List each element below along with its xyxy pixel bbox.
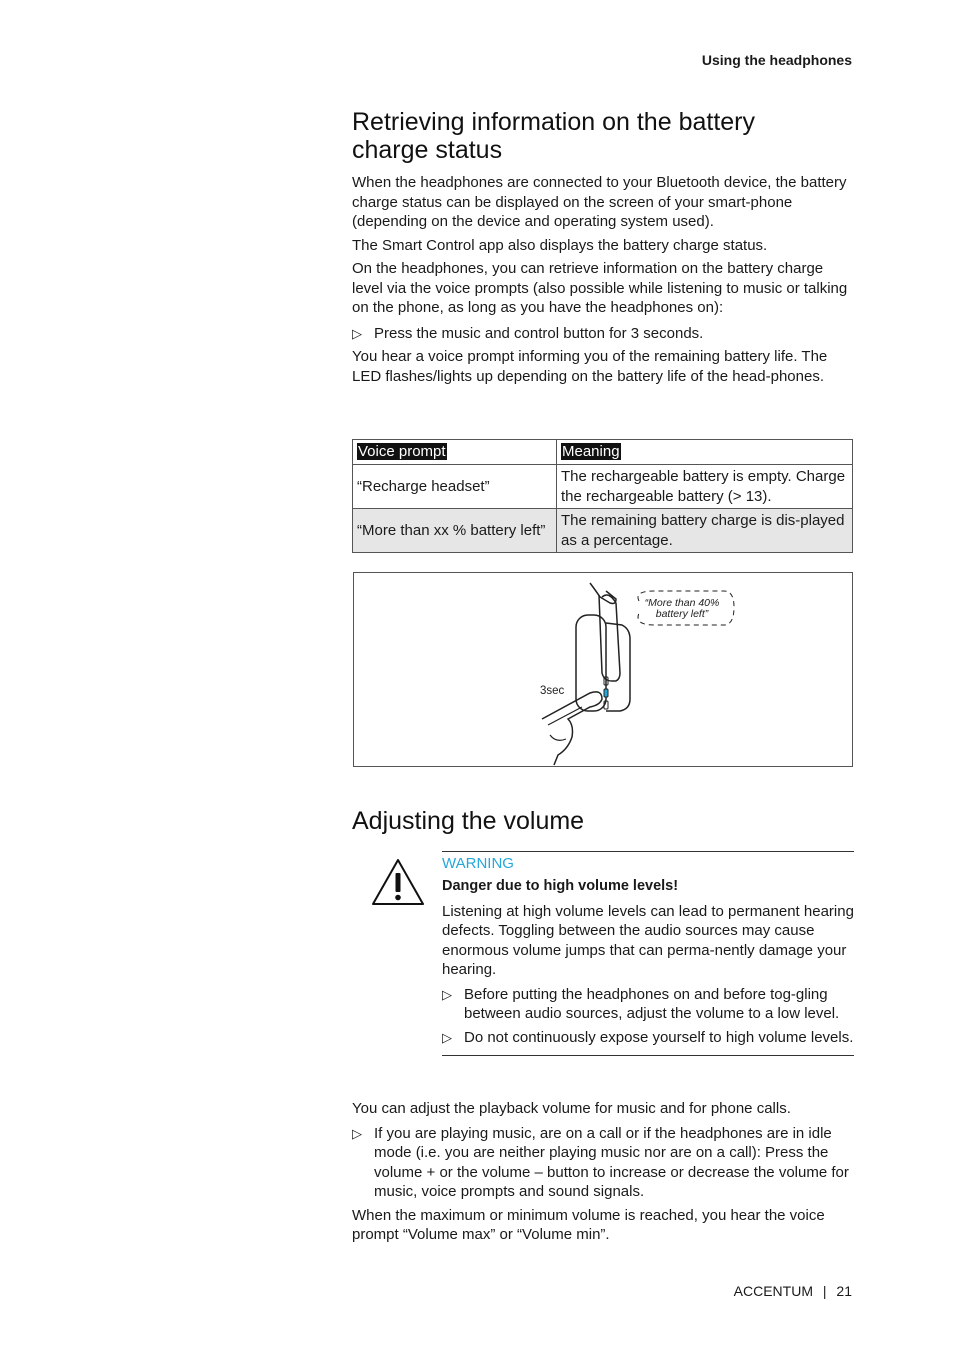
step-arrow-icon: ▷ [352,1125,362,1141]
headphone-illustration [353,572,853,767]
voice-prompt-table [352,439,853,553]
battery-section [352,108,854,386]
battery-paragraph-2: The Smart Control app also displays the battery charge status. [352,236,768,254]
battery-paragraph-3: On the headphones, you can retrieve information on the battery charge level via the voice prompts (also possible while listening to music or talking on the phone, as long as you have the headphones on): [352,260,848,316]
volume-section-heading [352,807,854,835]
volume-section-title: Adjusting the volume [352,807,585,835]
running-header: Using the headphones [701,52,852,68]
headphone-press-drawing [354,573,852,766]
table-cell-meaning: The rechargeable battery is empty. Charge the rechargeable battery (> 13). [557,465,853,509]
battery-title-line1: Retrieving information on the battery [352,108,755,136]
battery-step-1 [352,324,854,344]
step-arrow-icon: ▷ [442,1029,452,1045]
warning-triangle-icon [371,857,425,907]
warning-text: Listening at high volume levels can lead to permanent hearing defects. Toggling between the audio sources may cause enormous volume jumps that can perma-nently damage your hearing. [442,902,854,978]
battery-paragraph-1: When the headphones are connected to your Bluetooth device, the battery charge status can be displayed on the screen of your smart-phone (depending on the device and operating system used). [352,174,847,230]
warning-bullet-1-text: Before putting the headphones on and before tog-gling between audio sources, adjust the volume to a low level. [464,985,840,1022]
volume-paragraph-2: When the maximum or minimum volume is reached, you hear the voice prompt “Volume max” or “Volume min”. [352,1206,825,1243]
step-arrow-icon: ▷ [442,986,452,1002]
warning-bullet-2 [442,1028,854,1048]
warning-bullet-2-text: Do not continuously expose yourself to high volume levels. [464,1028,854,1046]
table-row [353,509,853,553]
table-header-prompt: Voice prompt [353,440,557,465]
bubble-text-line2: battery left” [655,608,709,620]
volume-instructions [352,1099,854,1245]
table-cell-prompt: “More than xx % battery left” [353,509,557,553]
duration-label: 3sec [540,685,565,697]
battery-paragraph-4: You hear a voice prompt informing you of the remaining battery life. The LED flashes/lights up depending on the battery life of the head-phones. [352,348,828,385]
warning-heading: Danger due to high volume levels! [442,878,679,894]
table-cell-meaning: The remaining battery charge is dis-played as a percentage. [557,509,853,553]
bubble-text-line1: “More than 40% [644,597,720,609]
table-header-row [353,440,853,465]
footer-brand: ACCENTUM [733,1283,813,1299]
table-row [353,465,853,509]
warning-bullet-1 [442,985,854,1024]
warning-label: WARNING [442,855,514,872]
step-arrow-icon: ▷ [352,325,362,341]
battery-section-title [352,108,854,164]
warning-box [442,851,854,1056]
page-number: 21 [836,1283,852,1299]
table-header-meaning: Meaning [557,440,853,465]
footer-separator: | [822,1283,827,1299]
table-cell-prompt: “Recharge headset” [353,465,557,509]
page-footer [734,1283,852,1299]
battery-step-1-text: Press the music and control button for 3 seconds. [374,324,704,342]
volume-paragraph-1: You can adjust the playback volume for music and for phone calls. [352,1100,791,1117]
volume-step-1-text: If you are playing music, are on a call or if the headphones are in idle mode (i.e. you are neither playing music nor are on a call): Press the volume + or the volume – button to increase or decrease the volume for music, voice prompts and sound signals. [374,1124,849,1200]
volume-step-1 [352,1124,854,1202]
battery-title-line2: charge status [352,136,503,164]
